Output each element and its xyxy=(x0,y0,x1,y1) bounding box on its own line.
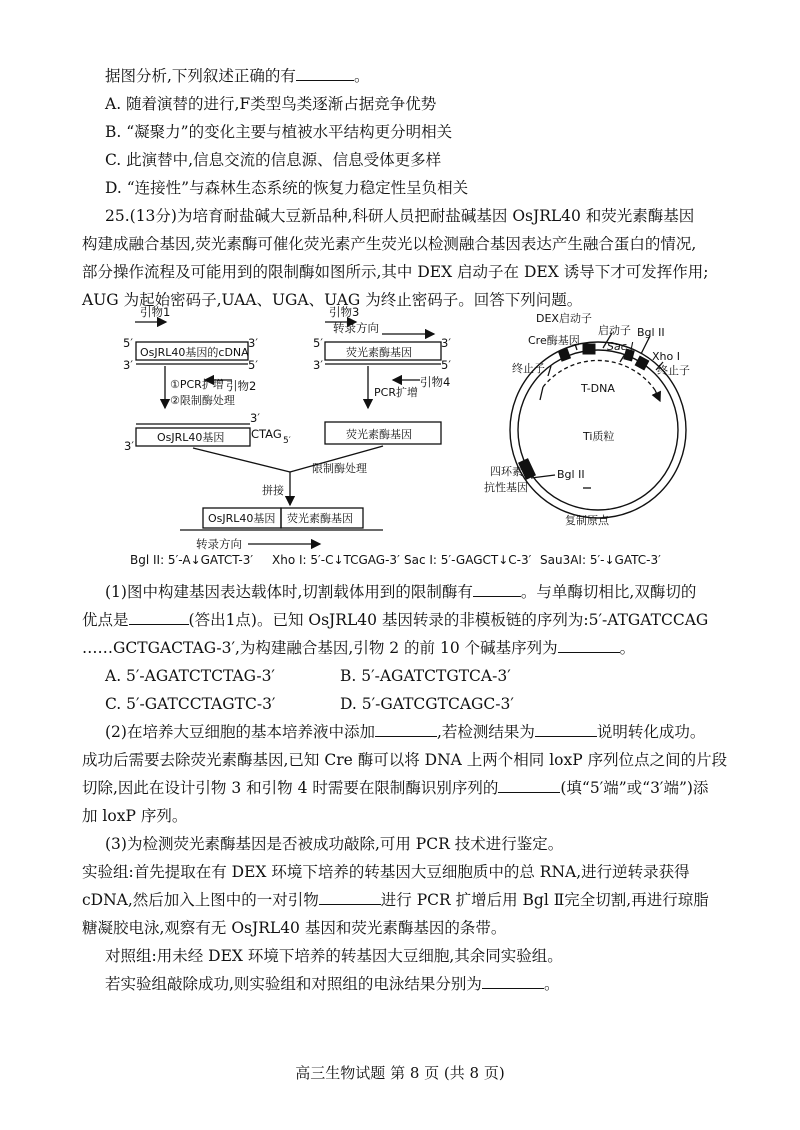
enzyme-treat-label: 限制酶处理 xyxy=(312,462,367,475)
terminator-left-label: 终止子 xyxy=(512,362,545,375)
enzyme-sac1: Sac I: 5′-GAGCT↓C-3′ xyxy=(404,553,532,567)
osj-gene-label: OsJRL40基因 xyxy=(157,431,225,444)
step2-label: ②限制酶处理 xyxy=(170,394,235,407)
page-footer: 高三生物试题 第 8 页 (共 8 页) xyxy=(295,1064,505,1082)
primer1-label: 引物1 xyxy=(140,305,171,319)
svg-text:5′: 5′ xyxy=(283,436,291,446)
q25-p3-line1: (3)为检测荧光素酶基因是否被成功敲除,可用 PCR 技术进行鉴定。 xyxy=(105,835,564,853)
primer4-label: 引物4 xyxy=(420,375,451,389)
q25-intro-2: 构建成融合基因,荧光素酶可催化荧光素产生荧光以检测融合基因表达产生融合蛋白的情况, xyxy=(82,235,697,253)
xho1-label: Xho I xyxy=(652,350,680,363)
q25-intro-4: AUG 为起始密码子,UAA、UGA、UAG 为终止密码子。回答下列问题。 xyxy=(82,291,583,309)
q25-p2-line4: 加 loxP 序列。 xyxy=(82,807,188,825)
svg-text:5′: 5′ xyxy=(441,358,451,372)
svg-text:3′: 3′ xyxy=(313,358,323,372)
svg-text:5′: 5′ xyxy=(123,336,133,350)
svg-text:3′: 3′ xyxy=(441,336,451,350)
p1-option-a: A. 5′-AGATCTCTAG-3′ xyxy=(105,667,275,685)
p1-option-c: C. 5′-GATCCTAGTC-3′ xyxy=(105,695,276,713)
splice-label: 拼接 xyxy=(262,484,284,497)
sac1-label: Sac I xyxy=(607,340,634,353)
q25-p3-line2: 实验组:首先提取在有 DEX 环境下培养的转基因大豆细胞质中的总 RNA,进行逆转录获得 xyxy=(82,863,690,881)
luc-gene-label-1: 荧光素酶基因 xyxy=(346,346,412,359)
q25-p3-line6: 若实验组敲除成功,则实验组和对照组的电泳结果分别为 。 xyxy=(105,975,560,993)
enzyme-sau3ai: Sau3AI: 5′-↓GATC-3′ xyxy=(540,553,661,567)
svg-text:转录方向: 转录方向 xyxy=(196,537,242,550)
fusion-osj-label: OsJRL40基因 xyxy=(208,512,276,525)
pcr-label: PCR扩增 xyxy=(374,386,418,399)
answer-blank[interactable] xyxy=(473,582,521,597)
svg-text:5′: 5′ xyxy=(248,358,258,372)
enzyme-xho1: Xho I: 5′-C↓TCGAG-3′ xyxy=(272,553,400,567)
q25-p1-line2: 优点是 (答出1点)。已知 OsJRL40 基因转录的非模板链的序列为:5′-ATGATCCAG xyxy=(82,611,709,629)
tdna-label: T-DNA xyxy=(581,382,615,395)
svg-text:3′: 3′ xyxy=(123,358,133,372)
bgl2-bottom-label: Bgl II xyxy=(557,468,585,481)
svg-text:转录方向: 转录方向 xyxy=(333,321,379,335)
q25-p2-line1: (2)在培养大豆细胞的基本培养液中添加 ,若检测结果为 说明转化成功。 xyxy=(105,723,706,741)
dex-promoter-label: DEX启动子 xyxy=(536,312,592,325)
q24-option-a: A. 随着演替的进行,F类型鸟类逐渐占据竞争优势 xyxy=(105,95,437,113)
q25-intro-1: 25.(13分)为培育耐盐碱大豆新品种,科研人员把耐盐碱基因 OsJRL40 和荧光素酶基因 xyxy=(105,207,695,225)
answer-blank[interactable] xyxy=(129,610,189,625)
q25-p3-line5: 对照组:用未经 DEX 环境下培养的转基因大豆细胞,其余同实验组。 xyxy=(105,947,563,965)
answer-blank[interactable] xyxy=(319,890,381,905)
cdna-label: OsJRL40基因的cDNA xyxy=(140,346,249,359)
terminator-right-label: 终止子 xyxy=(657,364,690,377)
enzyme-bgl2: Bgl II: 5′-A↓GATCT-3′ xyxy=(130,553,254,567)
bgl2-top-label: Bgl II xyxy=(637,326,665,339)
cre-gene-label: Cre酶基因 xyxy=(528,334,580,347)
svg-text:3′: 3′ xyxy=(248,336,258,350)
primer3-label: 引物3 xyxy=(329,305,360,319)
p1-option-d: D. 5′-GATCGTCAGC-3′ xyxy=(340,695,514,713)
q24-option-b: B. “凝聚力”的变化主要与植被水平结构更分明相关 xyxy=(105,123,453,141)
primer2-label: 引物2 xyxy=(226,379,257,393)
ctag-label: CTAG xyxy=(251,427,282,441)
q25-intro-3: 部分操作流程及可能用到的限制酶如图所示,其中 DEX 启动子在 DEX 诱导下才可发挥作用; xyxy=(82,263,709,281)
q25-p3-line3: cDNA,然后加入上图中的一对引物 进行 PCR 扩增后用 Bgl Ⅱ完全切割,再进行琼脂 xyxy=(82,891,709,909)
q24-stem: 据图分析,下列叙述正确的有 。 xyxy=(105,67,370,85)
svg-text:5′: 5′ xyxy=(313,336,323,350)
p1-option-b: B. 5′-AGATCTGTCA-3′ xyxy=(340,667,511,685)
q25-p3-line4: 糖凝胶电泳,观察有无 OsJRL40 基因和荧光素酶基因的条带。 xyxy=(82,919,507,937)
svg-text:3′: 3′ xyxy=(124,439,134,453)
ori-label: 复制原点 xyxy=(565,514,609,527)
q25-p1-line3: ……GCTGACTAG-3′,为构建融合基因,引物 2 的前 10 个碱基序列为 。 xyxy=(82,639,636,657)
q24-option-d: D. “连接性”与森林生态系统的恢复力稳定性呈负相关 xyxy=(105,179,469,197)
luc-gene-label-2: 荧光素酶基因 xyxy=(346,428,412,441)
q25-p2-line3: 切除,因此在设计引物 3 和引物 4 时需要在限制酶识别序列的 (填“5′端”或“3′端”)添 xyxy=(82,779,709,797)
tet-label-2: 抗性基因 xyxy=(484,481,528,494)
answer-blank[interactable] xyxy=(296,66,354,81)
q24-option-c: C. 此演替中,信息交流的信息源、信息受体更多样 xyxy=(105,151,442,169)
answer-blank[interactable] xyxy=(558,638,620,653)
svg-text:3′: 3′ xyxy=(250,411,260,425)
answer-blank[interactable] xyxy=(375,722,437,737)
promoter-label: 启动子 xyxy=(598,324,631,337)
q25-p2-line2: 成功后需要去除荧光素酶基因,已知 Cre 酶可以将 DNA 上两个相同 loxP 序列位点之间的片段 xyxy=(82,751,728,769)
step1-label: ①PCR扩增 xyxy=(170,378,224,391)
tet-label-1: 四环素 xyxy=(490,465,523,478)
answer-blank[interactable] xyxy=(482,974,544,989)
q25-p1-line1: (1)图中构建基因表达载体时,切割载体用到的限制酶有 。与单酶切相比,双酶切的 xyxy=(105,583,697,601)
answer-blank[interactable] xyxy=(498,778,560,793)
fusion-luc-label: 荧光素酶基因 xyxy=(287,512,353,525)
answer-blank[interactable] xyxy=(535,722,597,737)
ti-plasmid-label: Ti质粒 xyxy=(583,430,615,443)
gene-construction-figure xyxy=(0,300,800,550)
